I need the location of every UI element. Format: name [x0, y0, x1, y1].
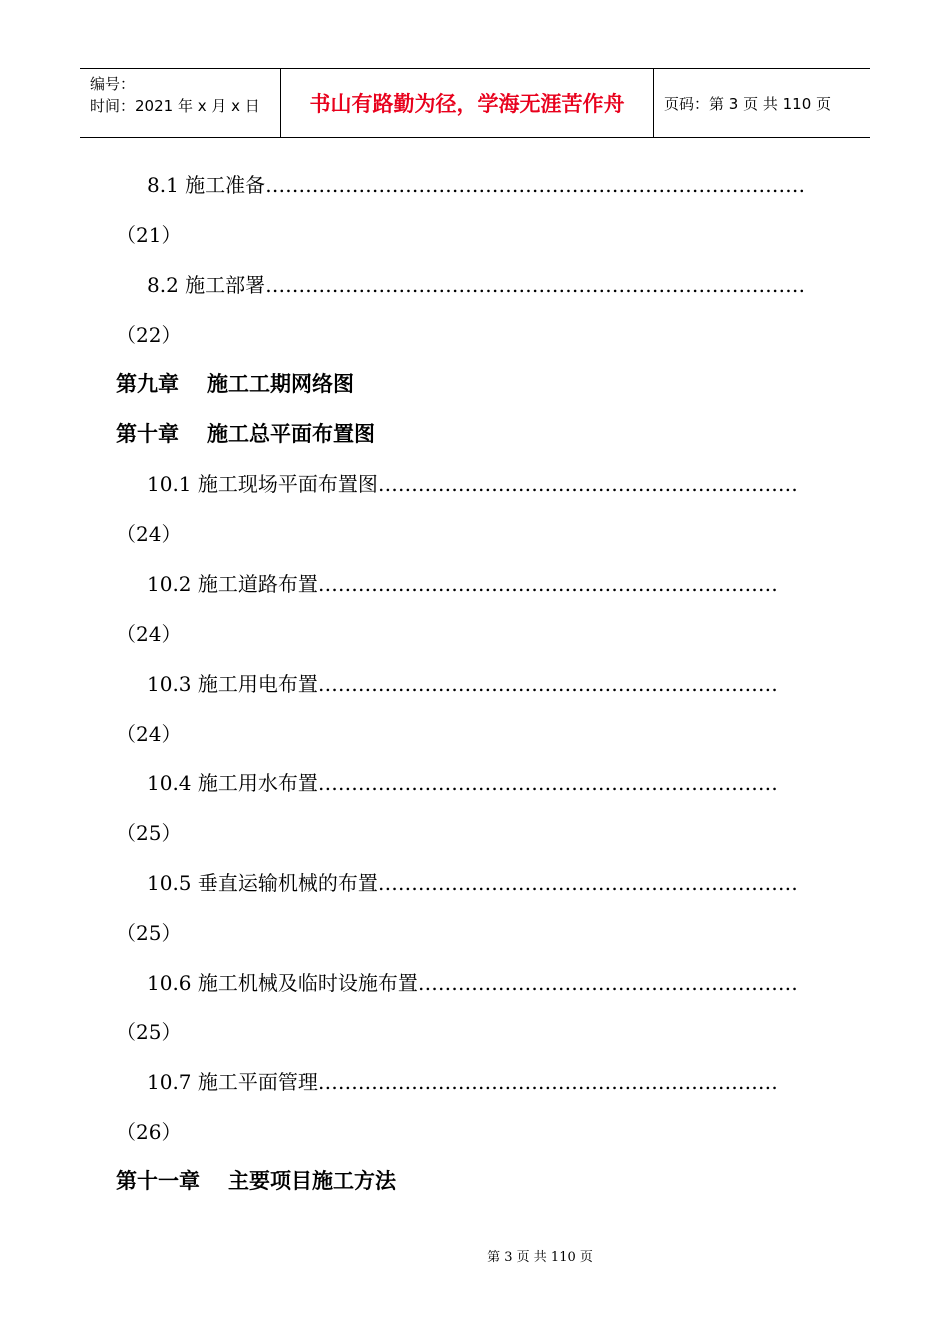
toc-entry: 8.2 施工部署………………………………………………………………………: [147, 273, 806, 297]
toc-page-number: （25）: [116, 1020, 182, 1044]
toc-entry: 8.1 施工准备………………………………………………………………………: [147, 173, 806, 197]
header-page-info: 页码：第 3 页 共 110 页: [664, 94, 832, 113]
chapter-number: 第九章: [116, 371, 179, 396]
toc-entry: 10.1 施工现场平面布置图………………………………………………………: [147, 472, 798, 496]
header-number-label: 编号：: [90, 75, 136, 93]
toc-entry: 10.4 施工用水布置……………………………………………………………: [147, 771, 778, 795]
toc-entry: 10.6 施工机械及临时设施布置…………………………………………………: [147, 971, 798, 995]
toc-page-number: （24）: [116, 722, 182, 746]
toc-chapter: [116, 421, 375, 447]
chapter-title: 施工总平面布置图: [207, 421, 375, 446]
page-header: [80, 68, 870, 138]
header-motto: 书山有路勤为径，学海无涯苦作舟: [281, 69, 654, 137]
toc-page-number: （24）: [116, 522, 182, 546]
toc-page-number: （25）: [116, 921, 182, 945]
toc-entry: 10.2 施工道路布置……………………………………………………………: [147, 572, 778, 596]
toc-chapter: [116, 1168, 396, 1194]
chapter-title: 主要项目施工方法: [228, 1168, 396, 1193]
toc-page-number: （26）: [116, 1120, 182, 1144]
toc-entry: 10.5 垂直运输机械的布置………………………………………………………: [147, 871, 798, 895]
toc-page-number: （25）: [116, 821, 182, 845]
page-footer: 第 3 页 共 110 页: [487, 1250, 593, 1265]
toc-chapter: [116, 371, 354, 397]
chapter-number: 第十章: [116, 421, 179, 446]
chapter-title: 施工工期网络图: [207, 371, 354, 396]
header-meta: [80, 69, 281, 137]
chapter-number: 第十一章: [116, 1168, 200, 1193]
toc-entry: 10.3 施工用电布置……………………………………………………………: [147, 672, 778, 696]
toc-page-number: （22）: [116, 323, 182, 347]
toc-entry: 10.7 施工平面管理……………………………………………………………: [147, 1070, 778, 1094]
toc-page-number: （21）: [116, 223, 182, 247]
header-time-label: 时间：2021 年 x 月 x 日: [90, 97, 260, 115]
toc-page-number: （24）: [116, 622, 182, 646]
